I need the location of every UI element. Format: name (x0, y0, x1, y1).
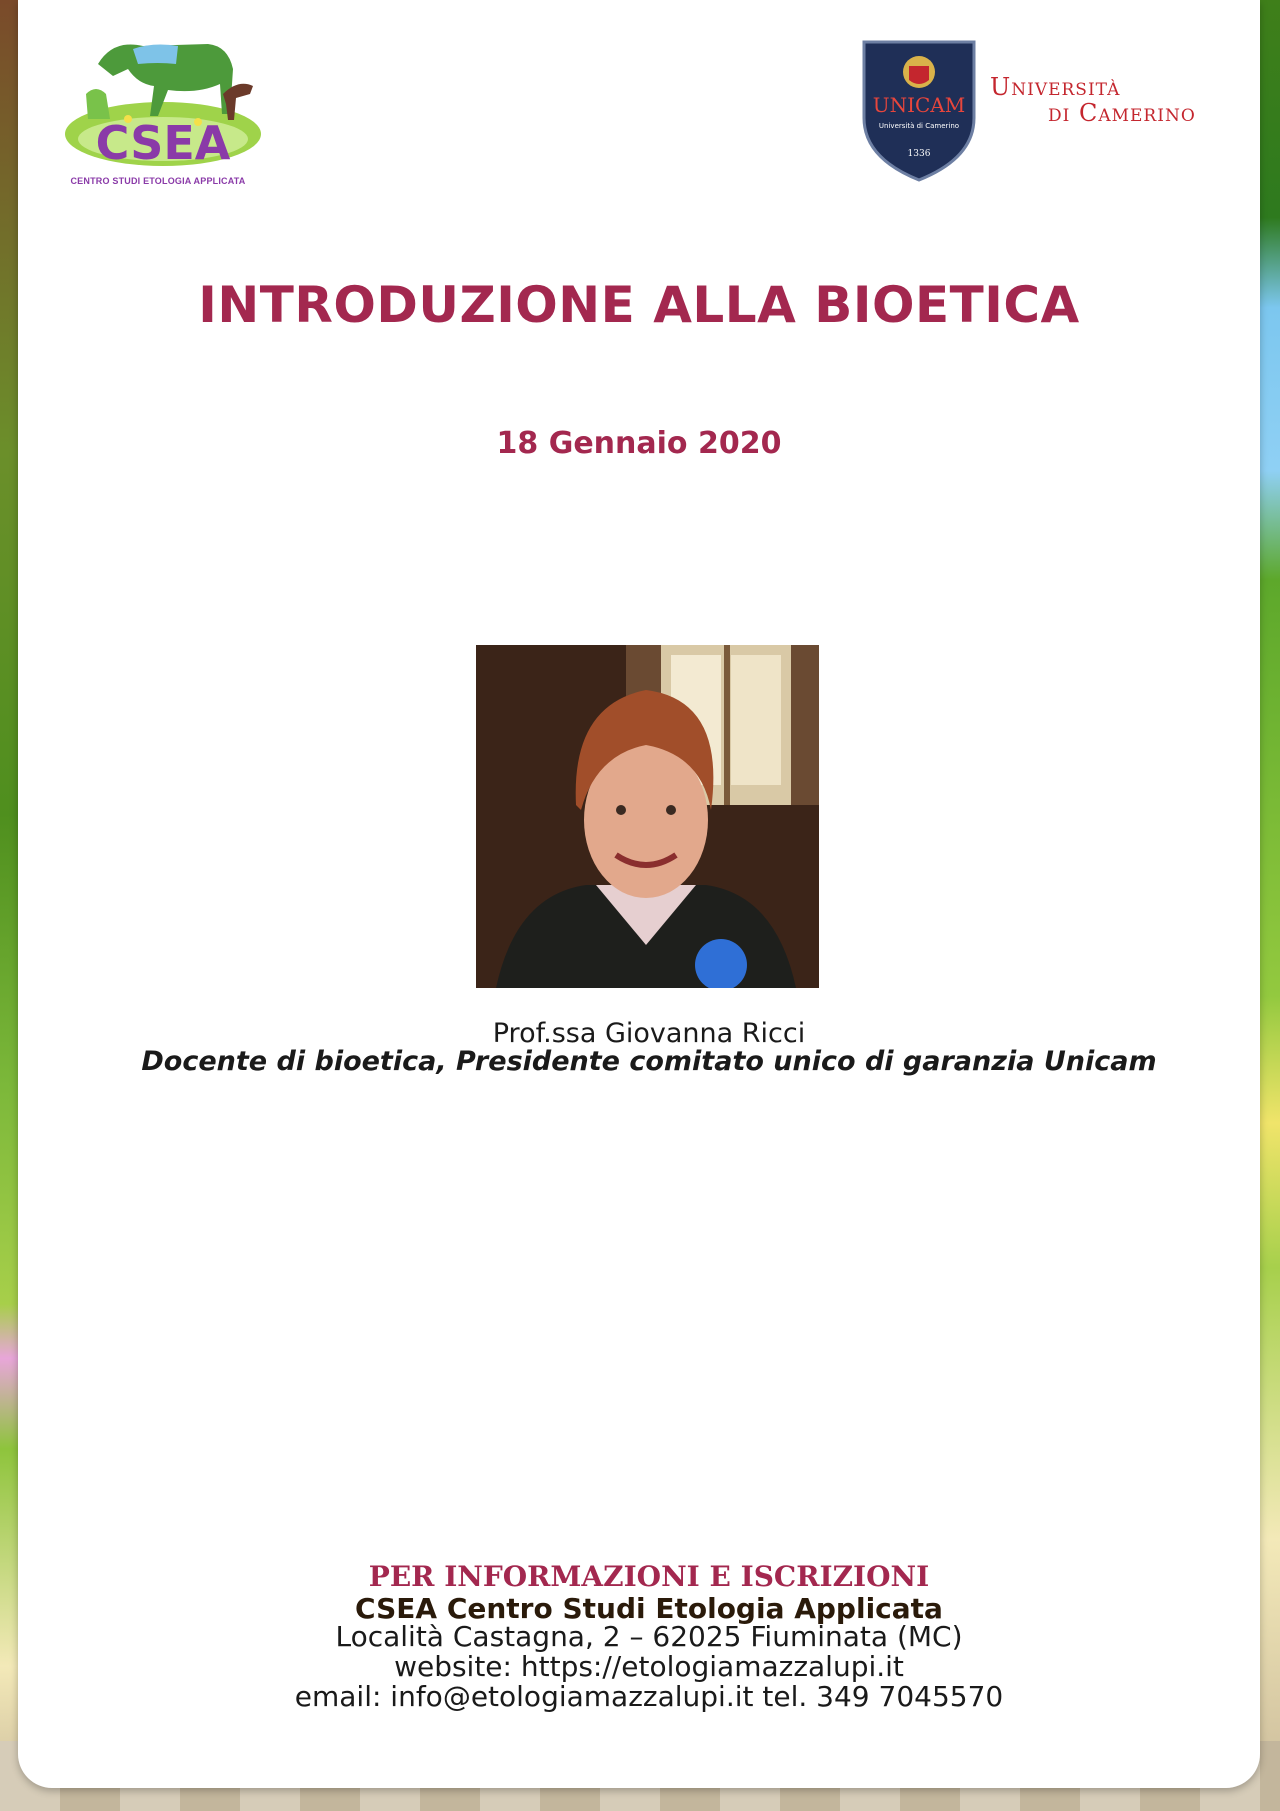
csea-wordmark: CSEA (95, 116, 231, 170)
unicam-wordmark (990, 74, 1230, 126)
csea-caption: CENTRO STUDI ETOLOGIA APPLICATA (70, 176, 246, 186)
csea-logo (58, 24, 268, 194)
unicam-shield-label: UNICAM (872, 93, 966, 117)
info-contact[interactable]: email: info@etologiamazzalupi.it tel. 349 7045570 (294, 1680, 1004, 1713)
event-date: 18 Gennaio 2020 (496, 426, 782, 461)
event-title: INTRODUZIONE ALLA BIOETICA (198, 276, 1080, 334)
unicam-shield-year: 1336 (907, 149, 931, 159)
unicam-shield-icon (860, 38, 978, 184)
speaker-photo (476, 645, 819, 988)
unicam-shield-subtext: Università di Camerino (878, 122, 960, 130)
poster-sheet (18, 0, 1260, 1788)
info-address: Località Castagna, 2 – 62025 Fiuminata (MC) (335, 1620, 963, 1653)
info-organization: CSEA Centro Studi Etologia Applicata (355, 1592, 943, 1625)
speaker-name: Prof.ssa Giovanna Ricci (492, 1018, 806, 1049)
unicam-wordmark-line2: di Camerino (1048, 99, 1196, 127)
csea-animals-icon (58, 24, 268, 174)
unicam-wordmark-line1: Università (990, 73, 1121, 101)
info-website[interactable]: website: https://etologiamazzalupi.it (394, 1650, 904, 1683)
info-heading: PER INFORMAZIONI E ISCRIZIONI (368, 1560, 930, 1593)
speaker-role: Docente di bioetica, Presidente comitato unico di garanzia Unicam (141, 1046, 1157, 1077)
speaker-portrait-icon (476, 645, 819, 988)
unicam-shield (860, 38, 978, 184)
